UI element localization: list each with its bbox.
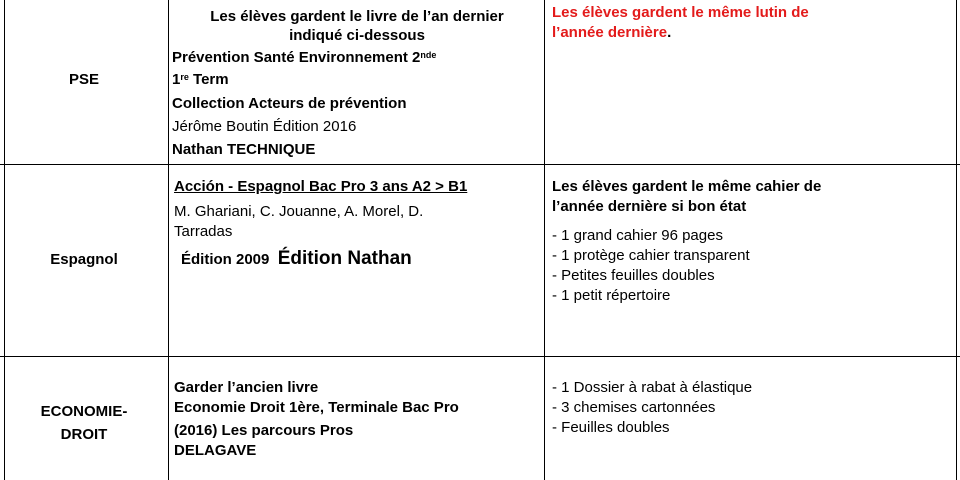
espagnol-book-authors-1: M. Ghariani, C. Jouanne, A. Morel, D. [174, 203, 424, 220]
espagnol-supplies-line2: l’année dernière si bon état [552, 198, 747, 215]
row-divider-1 [0, 164, 960, 165]
list-item: - 1 Dossier à rabat à élastique [552, 379, 753, 396]
table-border-right [956, 0, 957, 480]
pse-book-author: Jérôme Boutin Édition 2016 [172, 118, 357, 135]
column-divider-1 [168, 0, 169, 480]
pse-supplies-cell [552, 3, 952, 43]
espagnol-book-title: Acción - Espagnol Bac Pro 3 ans A2 > B1 [174, 178, 468, 195]
list-item: - Petites feuilles doubles [552, 267, 715, 284]
list-item: - Feuilles doubles [552, 419, 670, 436]
espagnol-book-cell [174, 177, 542, 270]
pse-book-cell [172, 7, 542, 160]
list-item: - 1 grand cahier 96 pages [552, 227, 723, 244]
economie-book-publisher: DELAGAVE [174, 442, 257, 459]
list-item: - 1 protège cahier transparent [552, 247, 750, 264]
espagnol-book-authors-2: Tarradas [174, 223, 233, 240]
list-item: - 3 chemises cartonnées [552, 399, 716, 416]
pse-book-title: Prévention Santé Environnement 2nde [172, 49, 437, 66]
economie-book-line1: Garder l’ancien livre [174, 379, 319, 396]
pse-supplies-line1: Les élèves gardent le même lutin de [552, 4, 809, 21]
pse-book-line1: Les élèves gardent le livre de l’an dernier [210, 8, 504, 25]
espagnol-supplies-line1: Les élèves gardent le même cahier de [552, 178, 822, 195]
pse-book-level: 1re Term [172, 71, 229, 88]
pse-supplies-line2: l’année dernière. [552, 24, 672, 41]
row-subject-pse: PSE [68, 71, 99, 88]
column-divider-2 [544, 0, 545, 480]
espagnol-supplies-cell [552, 177, 952, 306]
row-subject-espagnol: Espagnol [50, 251, 118, 268]
pse-book-collection: Collection Acteurs de prévention [172, 95, 407, 112]
economie-book-line3: (2016) Les parcours Pros [174, 422, 354, 439]
pse-book-publisher: Nathan TECHNIQUE [172, 141, 316, 158]
row-divider-2 [0, 356, 960, 357]
pse-book-line2: indiqué ci-dessous [289, 27, 425, 44]
economie-supplies-cell [552, 378, 952, 438]
espagnol-book-edition: Édition 2009 Édition Nathan [181, 248, 412, 269]
row-subject-economie-droit: ECONOMIE- DROIT [40, 403, 128, 443]
list-item: - 1 petit répertoire [552, 287, 671, 304]
economie-book-cell [174, 378, 542, 461]
economie-book-line2: Economie Droit 1ère, Terminale Bac Pro [174, 399, 459, 416]
